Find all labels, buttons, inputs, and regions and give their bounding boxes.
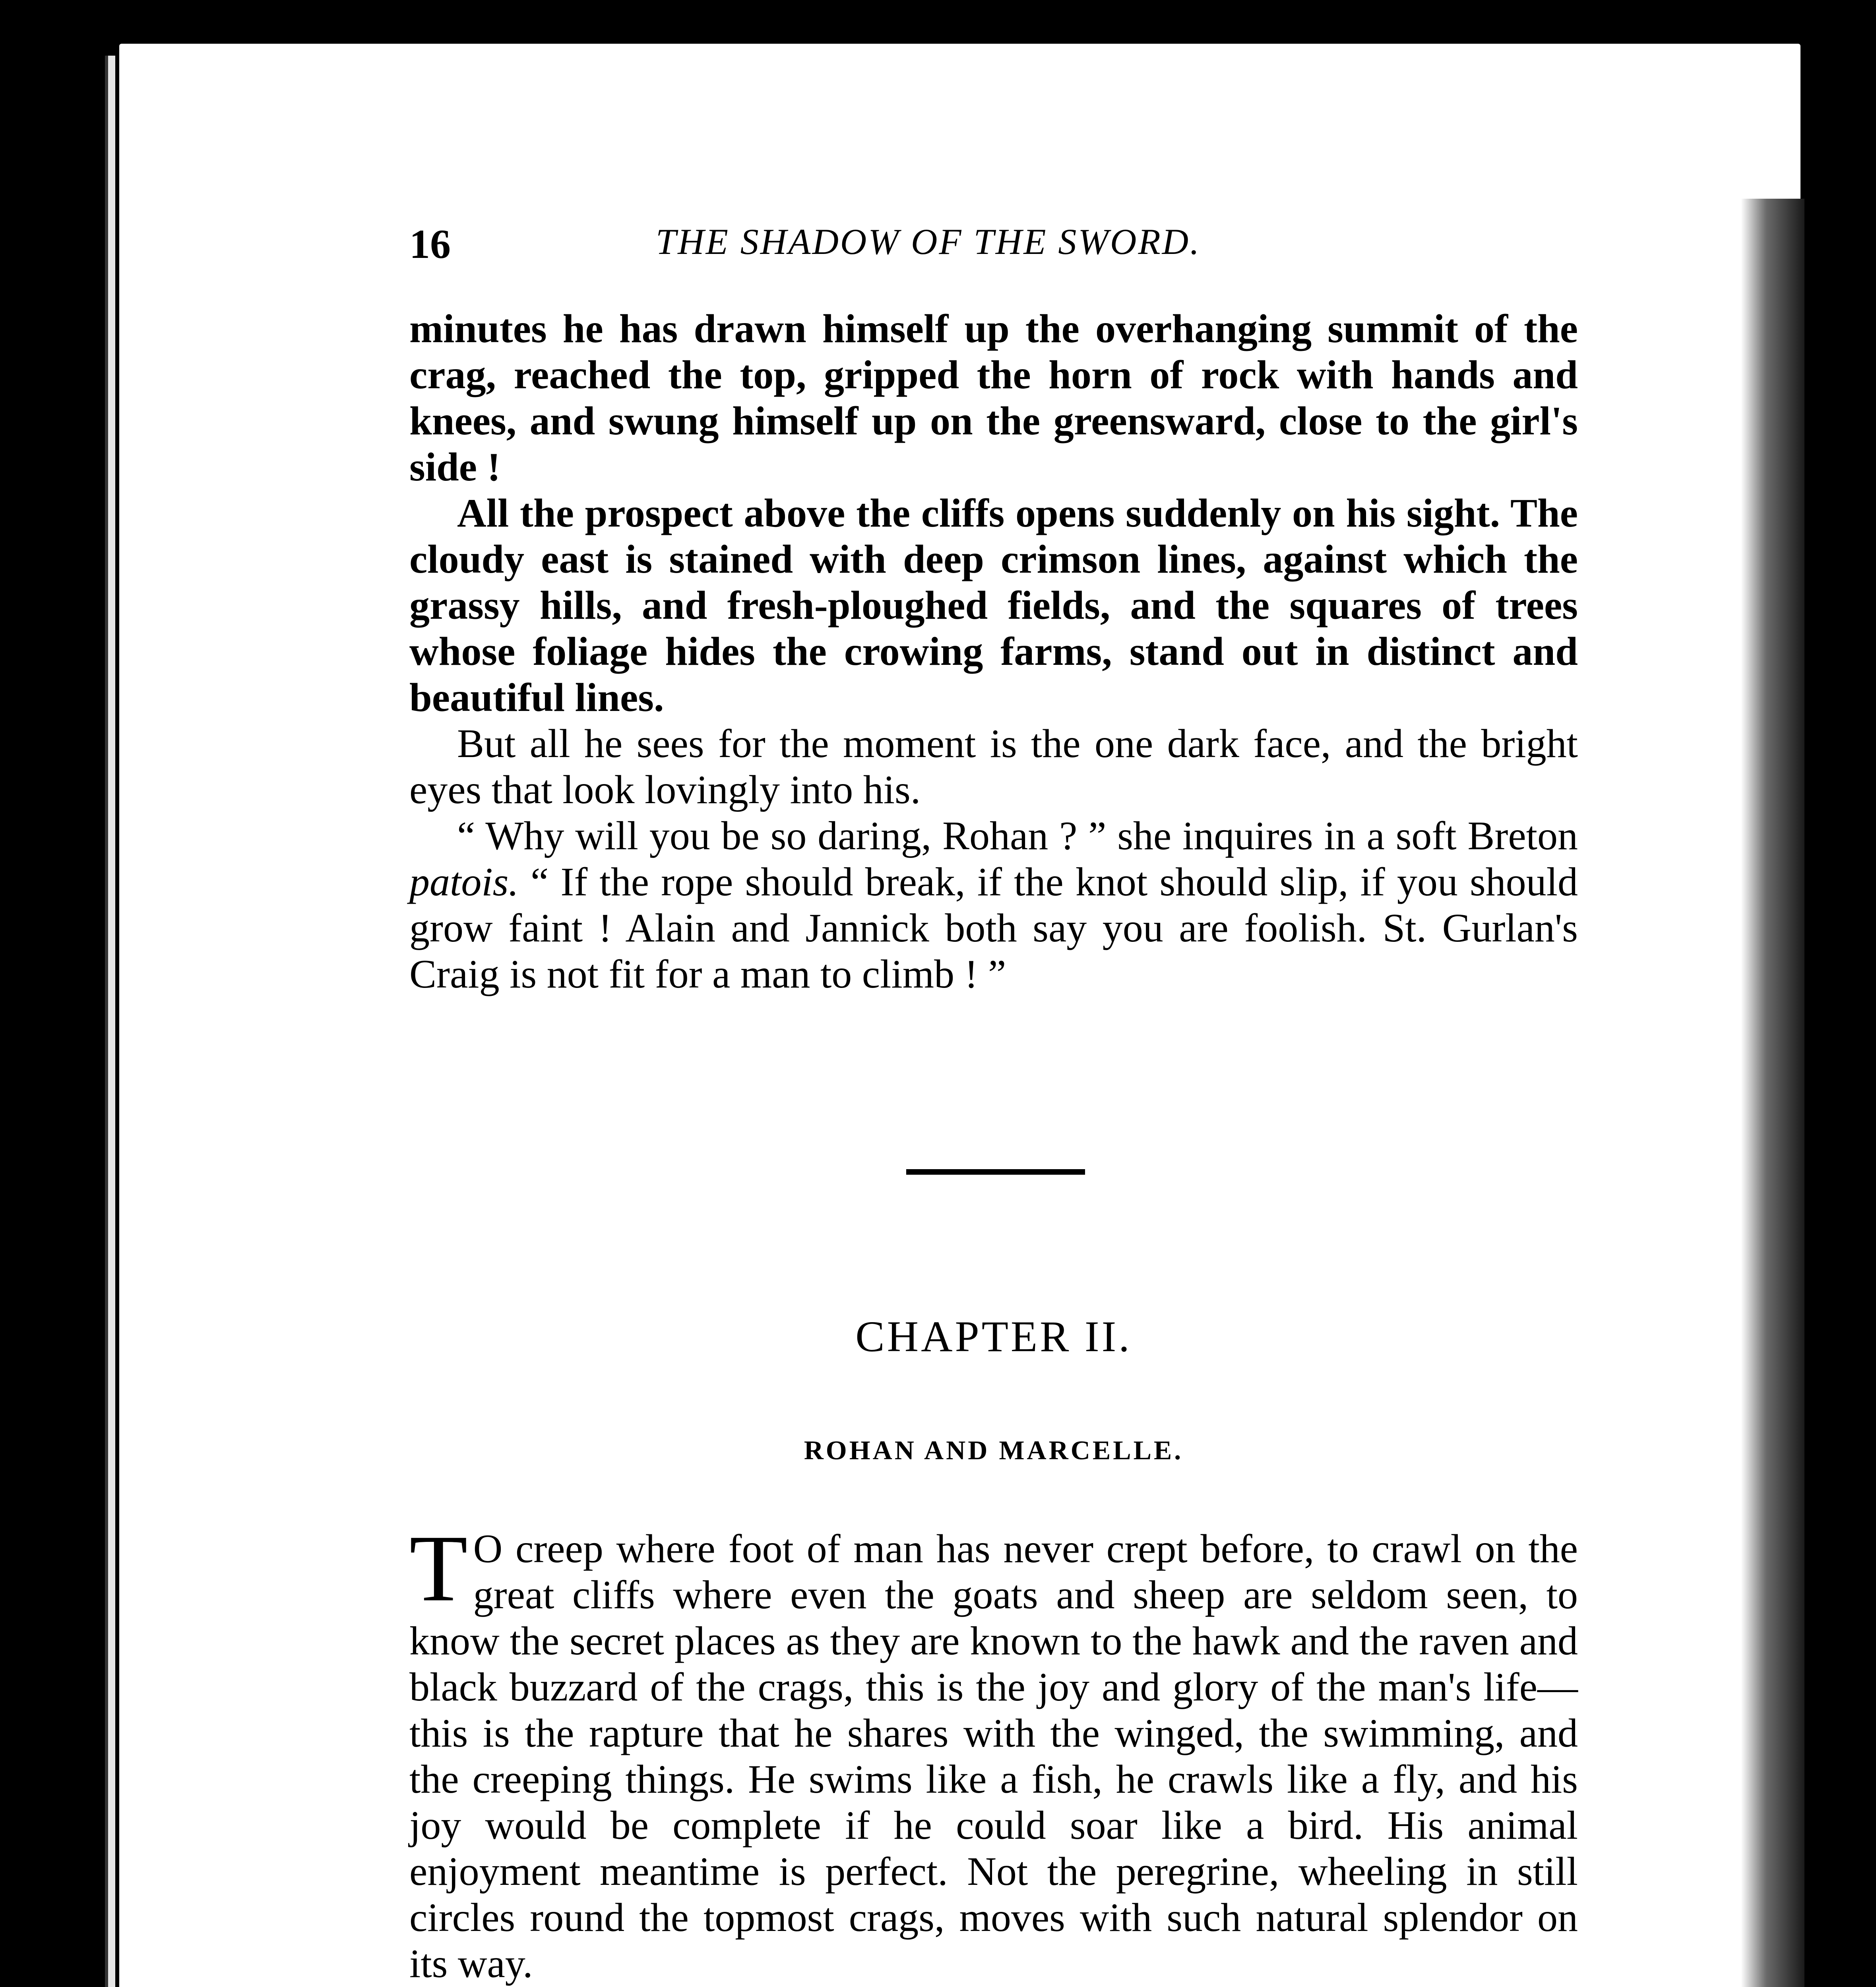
section-divider-rule [906, 1169, 1085, 1175]
chapter-title: CHAPTER II. [855, 1312, 1132, 1361]
running-title: THE SHADOW OF THE SWORD. [656, 221, 1201, 262]
page-number: 16 [409, 221, 451, 267]
dialogue-text: “ Why will you be so daring, Rohan ? ” she inquires in a soft Breton [457, 813, 1578, 858]
page-header [409, 221, 1578, 268]
italic-word: patois. [409, 860, 519, 904]
paragraph: All the prospect above the cliffs opens suddenly on his sight. The cloudy east is stained with deep crimson lines, against which the grassy hills, and fresh-ploughed fields, and the squares of trees whose foliage hides the crowing farms, stand out in distinct and beautiful lines. [409, 491, 1578, 720]
paragraph-dialogue [409, 813, 1578, 997]
drop-cap: T [409, 1515, 468, 1621]
bottom-text-block [409, 1515, 1578, 1987]
page-edge-shadow [1741, 199, 1804, 1987]
dialogue-text: “ If the rope should break, if the knot should slip, if you should grow faint ! Alain and Jannick both say you are foolish. St. Gurlan's Craig is not fit for a man to climb ! ” [409, 860, 1578, 997]
chapter-subtitle: ROHAN AND MARCELLE. [804, 1435, 1184, 1465]
paragraph-opening [409, 1515, 1578, 1987]
paragraph-text: O creep where foot of man has never crept before, to crawl on the great cliffs where even the goats and sheep are seldom seen, to know the secret places as they are known to the hawk and the raven and black buzzard of the crags, this is the joy and glory of the man's life—this is the rapture that he shares with the winged, the swimming, and the creeping things. He swims like a fish, he crawls like a fly, and his joy would be complete if he could soar like a bird. His animal enjoyment meantime is perfect. Not the peregrine, wheeling in still circles round the topmost crags, moves with such natural splendor on its way. [409, 1526, 1578, 1986]
top-text-block [409, 306, 1578, 997]
paragraph: But all he sees for the moment is the one dark face, and the bright eyes that look lovingly into his. [409, 721, 1578, 812]
paragraph: minutes he has drawn himself up the overhanging summit of the crag, reached the top, gripped the horn of rock with hands and knees, and swung himself up on the greensward, close to the girl's side ! [409, 306, 1578, 490]
